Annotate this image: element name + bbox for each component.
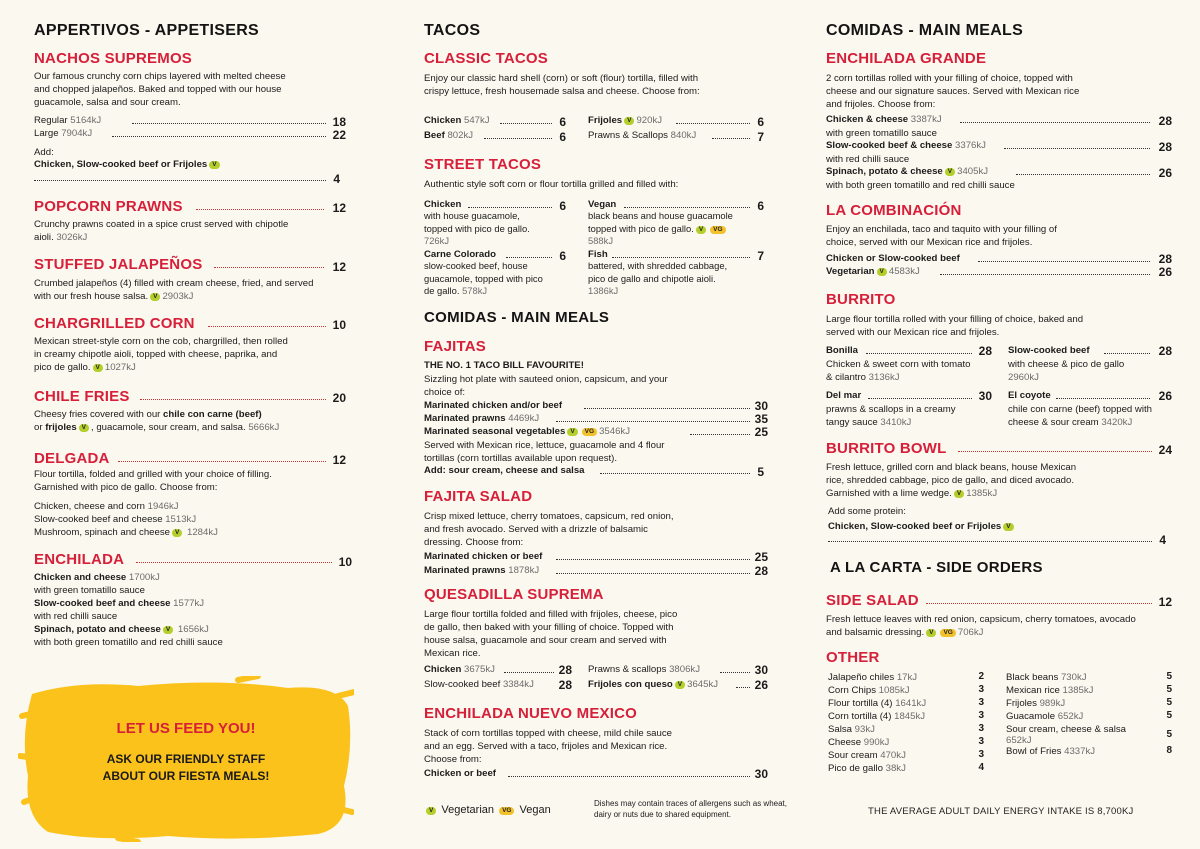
quesadilla-frijoles: Frijoles con queso	[588, 679, 673, 690]
kj-enchilada-3: 1656kJ	[177, 624, 209, 635]
add-label: Add:	[34, 147, 54, 158]
kj-corn: 1027kJ	[104, 362, 136, 373]
kj-large: 7904kJ	[61, 128, 93, 139]
price-street-fish: 7	[757, 249, 764, 263]
item-desc-fajita-salad: Crisp mixed lettuce, cherry tomatoes, capsicum, red onion, and fresh avocado. Served with a drizzle of balsamic dressing. Choose from:	[424, 511, 674, 548]
item-title-street-tacos: STREET TACOS	[424, 156, 542, 173]
fries-desc-2: or	[34, 422, 43, 433]
promo-line-1: ASK OUR FRIENDLY STAFF	[106, 752, 266, 766]
side-item-kj: 989kJ	[1039, 698, 1066, 709]
fajitas-opt-1: Marinated chicken and/or beef	[424, 400, 563, 411]
enchilada-opt-1-sub: with green tomatillo sauce	[34, 585, 145, 596]
side-item-label: Corn Chips	[828, 685, 876, 696]
section-title-tacos: TACOS	[424, 22, 481, 39]
kj-classic-frijoles: 920kJ	[636, 115, 663, 126]
street-vegan-desc: black beans and house guacamole topped with pico de gallo.	[588, 210, 733, 234]
price-delgada: 12	[332, 453, 346, 467]
grande-opt-1: Chicken & cheese	[826, 114, 909, 125]
item-title-jalapenos: STUFFED JALAPEÑOS	[34, 256, 203, 273]
kj-enchilada-1: 1700kJ	[128, 572, 160, 583]
price-grande-3: 26	[1158, 166, 1172, 180]
vegetarian-badge: V	[209, 161, 219, 169]
side-item-price: 3	[978, 710, 984, 721]
side-item-kj: 652kJ	[1057, 711, 1084, 722]
kj-fajitas-3: 3546kJ	[599, 426, 630, 437]
kj-jalapenos: 2903kJ	[162, 291, 194, 302]
grande-opt-3: Spinach, potato & cheese	[826, 166, 943, 177]
price-enchilada: 10	[338, 555, 352, 569]
side-item-name	[1006, 746, 1126, 757]
nuevo-opt-1: Chicken or beef	[424, 768, 496, 779]
price-street-chicken: 6	[559, 199, 566, 213]
enchilada-opt-1: Chicken and cheese	[34, 572, 127, 583]
bowl-add-label: Add some protein:	[828, 506, 906, 517]
kj-burrito-slow: 2960kJ	[1008, 372, 1039, 383]
side-item-label: Frijoles	[1006, 698, 1037, 709]
side-item-kj: 38kJ	[885, 763, 906, 774]
burrito-mar-desc: prawns & scallops in a creamy tangy sauce	[826, 404, 956, 428]
street-carne: Carne Colorado	[424, 249, 496, 260]
fajitas-opt-3: Marinated seasonal vegetables	[424, 426, 566, 437]
kj-regular: 5164kJ	[70, 115, 102, 126]
item-desc-burrito: Large flour tortilla rolled with your filling of choice, baked and served with our Mexican rice and frijoles.	[826, 314, 1084, 338]
side-item-name	[1006, 698, 1126, 709]
price-popcorn: 12	[332, 201, 346, 215]
classic-chicken: Chicken	[424, 115, 462, 126]
size-regular: Regular	[34, 115, 68, 126]
item-desc-fajitas: Sizzling hot plate with sauteed onion, capsicum, and your choice of:	[424, 374, 668, 398]
fries-desc-bold-2: frijoles	[45, 422, 77, 433]
vegetarian-badge: V	[696, 226, 706, 234]
price-fajitas-2: 35	[754, 412, 768, 426]
delgada-opt-2: Slow-cooked beef and cheese	[34, 514, 163, 525]
diet-legend	[424, 804, 551, 817]
kj-delgada-2: 1513kJ	[165, 514, 197, 525]
promo-banner	[18, 676, 354, 842]
kj-fajitas-2: 4469kJ	[508, 413, 540, 424]
item-desc-jalapenos: Crumbed jalapeños (4) filled with cream cheese, fried, and served with our fresh house salsa.	[34, 278, 314, 302]
item-title-burrito-bowl: BURRITO BOWL	[826, 440, 947, 457]
kj-enchilada-2: 1577kJ	[173, 598, 205, 609]
classic-prawns: Prawns & Scallops	[588, 130, 668, 141]
side-item-label: Flour tortilla (4)	[828, 698, 893, 709]
promo-title: LET US FEED YOU!	[116, 720, 256, 737]
enchilada-opt-2: Slow-cooked beef and cheese	[34, 598, 171, 609]
enchilada-opt-3: Spinach, potato and cheese	[34, 624, 161, 635]
vegetarian-badge: V	[954, 490, 964, 498]
street-carne-desc: slow-cooked beef, house guacamole, topped with pico de gallo.	[424, 260, 543, 296]
side-item-kj: 730kJ	[1060, 672, 1087, 683]
side-item-kj: 1641kJ	[895, 698, 927, 709]
side-item-name	[1006, 724, 1126, 746]
kj-delgada-3: 1284kJ	[187, 527, 218, 538]
price-quesadilla-chicken: 28	[558, 663, 572, 677]
price-side-salad: 12	[1158, 595, 1172, 609]
item-title-delgada: DELGADA	[34, 450, 110, 467]
fajitas-opt-2: Marinated prawns	[424, 413, 506, 424]
price-quesadilla-frijoles: 26	[754, 678, 768, 692]
kj-burrito-bonilla: 3136kJ	[868, 372, 900, 383]
grande-opt-2: Slow-cooked beef & cheese	[826, 140, 953, 151]
item-title-classic-tacos: CLASSIC TACOS	[424, 50, 548, 67]
item-desc-nuevo-mexico: Stack of corn tortillas topped with cheese, mild chile sauce and an egg. Served with a taco, frijoles and Mexican rice. Choose from:	[424, 728, 672, 765]
vegetarian-badge: V	[163, 626, 173, 634]
side-item-name	[1006, 685, 1126, 696]
item-title-enchilada-grande: ENCHILADA GRANDE	[826, 50, 987, 67]
kj-quesadilla-prawns: 3806kJ	[669, 664, 700, 675]
fajitas-add: Add: sour cream, cheese and salsa	[424, 465, 585, 476]
kj-street-fish: 1386kJ	[588, 285, 619, 296]
side-item-kj: 4337kJ	[1064, 746, 1096, 757]
kj-salad-2: 1878kJ	[508, 565, 540, 576]
price-classic-prawns: 7	[757, 130, 764, 144]
price-burrito-slow: 28	[1158, 344, 1172, 358]
side-item-name	[828, 711, 948, 722]
vegetarian-badge: V	[1003, 523, 1013, 531]
legend-vegan: Vegan	[519, 804, 551, 816]
kj-classic-prawns: 840kJ	[670, 130, 697, 141]
side-item-kj: 17kJ	[896, 672, 918, 683]
promo-line-2: ABOUT OUR FIESTA MEALS!	[102, 769, 270, 783]
kj-burrito-bowl: 1385kJ	[966, 488, 998, 499]
salad-opt-1: Marinated chicken or beef	[424, 551, 543, 562]
side-item-name	[828, 698, 948, 709]
side-item-label: Salsa	[828, 724, 852, 735]
allergen-note: Dishes may contain traces of allergens such as wheat, dairy or nuts due to shared equipment.	[594, 799, 787, 819]
kj-quesadilla-chicken: 3675kJ	[464, 664, 495, 675]
kj-delgada-1: 1946kJ	[147, 501, 179, 512]
item-desc-quesadilla: Large flour tortilla folded and filled with frijoles, cheese, pico de gallo, then baked with your filling of choice. Topped with house salsa, guacamole and sour cream and served with Mexican rice.	[424, 609, 678, 659]
combi-opt-2: Vegetarian	[826, 266, 875, 277]
item-desc-la-combinacion: Enjoy an enchilada, taco and taquito with your filling of choice, served with our Mexican rice and frijoles.	[826, 224, 1057, 248]
kj-fries: 5666kJ	[248, 422, 280, 433]
section-title-side-orders: A LA CARTA - SIDE ORDERS	[830, 559, 1043, 576]
enchilada-opt-3-sub: with both green tomatillo and red chilli sauce	[34, 637, 223, 648]
item-desc-popcorn: Crunchy prawns coated in a spice crust served with chipotle aioli.	[34, 219, 289, 243]
street-fish: Fish	[588, 249, 608, 260]
size-large: Large	[34, 128, 59, 139]
burrito-del-mar: Del mar	[826, 390, 862, 401]
section-title-appetisers: APPERTIVOS - APPETISERS	[34, 22, 260, 39]
fajitas-desc-2: Served with Mexican rice, lettuce, guacamole and 4 flour tortillas (corn tortillas available upon request).	[424, 440, 665, 464]
side-item-label: Guacamole	[1006, 711, 1056, 722]
item-title-quesadilla: QUESADILLA SUPREMA	[424, 586, 604, 603]
fries-desc-1: Cheesy fries covered with our	[34, 409, 161, 420]
energy-intake-note: THE AVERAGE ADULT DAILY ENERGY INTAKE IS 8,700KJ	[868, 806, 1134, 817]
price-street-vegan: 6	[757, 199, 764, 213]
side-item-price: 3	[978, 736, 984, 747]
classic-beef: Beef	[424, 130, 445, 141]
price-classic-frijoles: 6	[757, 115, 764, 129]
kj-grande-3: 3405kJ	[957, 166, 989, 177]
classic-frijoles: Frijoles	[588, 115, 623, 126]
fajitas-favourite: THE NO. 1 TACO BILL FAVOURITE!	[424, 360, 584, 371]
price-salad-2: 28	[754, 564, 768, 578]
item-title-la-combinacion: LA COMBINACIÓN	[826, 202, 962, 219]
side-item-kj: 93kJ	[854, 724, 875, 735]
kj-street-carne: 578kJ	[462, 285, 488, 296]
side-item-label: Bowl of Fries	[1006, 746, 1062, 757]
side-item-label: Black beans	[1006, 672, 1059, 683]
item-title-side-salad: SIDE SALAD	[826, 592, 919, 609]
kj-classic-chicken: 547kJ	[464, 115, 490, 126]
fries-desc-3: , guacamole, sour cream, and salsa.	[91, 422, 246, 433]
vegetarian-badge: V	[567, 428, 577, 436]
side-item-name	[1006, 711, 1126, 722]
item-desc-side-salad: Fresh lettuce leaves with red onion, capsicum, cherry tomatoes, avocado and balsamic dressing.	[826, 614, 1136, 638]
side-item-label: Pico de gallo	[828, 763, 883, 774]
price-fries: 20	[332, 391, 346, 405]
price-combi-2: 26	[1158, 265, 1172, 279]
kj-classic-beef: 802kJ	[447, 130, 474, 141]
quesadilla-chicken: Chicken	[424, 664, 462, 675]
grande-opt-1-sub: with green tomatillo sauce	[826, 128, 937, 139]
quesadilla-beef: Slow-cooked beef	[424, 679, 501, 690]
burrito-slow-desc: with cheese & pico de gallo	[1008, 359, 1125, 370]
vegetarian-badge: V	[624, 117, 634, 125]
price-combi-1: 28	[1158, 252, 1172, 266]
side-item-kj: 990kJ	[863, 737, 890, 748]
price-burrito-bowl: 24	[1158, 443, 1172, 457]
fries-desc-bold-1: chile con carne (beef)	[163, 409, 262, 420]
price-fajitas-3: 25	[754, 425, 768, 439]
price-large: 22	[332, 128, 346, 142]
price-fajitas-1: 30	[754, 399, 768, 413]
side-item-label: Jalapeño chiles	[828, 672, 895, 683]
kj-combi-2: 4583kJ	[888, 266, 920, 277]
price-nuevo-1: 30	[754, 767, 768, 781]
kj-street-vegan: 588kJ	[588, 235, 614, 246]
side-item-price: 3	[978, 684, 984, 695]
side-item-label: Sour cream	[828, 750, 878, 761]
price-classic-beef: 6	[559, 130, 566, 144]
side-item-price: 5	[1166, 671, 1172, 682]
section-title-main-meals: COMIDAS - MAIN MEALS	[826, 22, 1024, 39]
side-item-price: 3	[978, 723, 984, 734]
salad-opt-2: Marinated prawns	[424, 565, 506, 576]
item-desc-corn: Mexican street-style corn on the cob, chargrilled, then rolled in creamy chipotle aioli, topped with cheese, paprika, and pico de gallo.	[34, 336, 288, 373]
price-bowl-add: 4	[1159, 533, 1166, 547]
item-desc-street-tacos: Authentic style soft corn or flour tortilla grilled and filled with:	[424, 179, 679, 190]
side-item-price: 3	[978, 749, 984, 760]
burrito-bonilla: Bonilla	[826, 345, 858, 356]
vegetarian-badge: V	[79, 424, 89, 432]
side-item-price: 5	[1166, 684, 1172, 695]
side-item-kj: 1385kJ	[1062, 685, 1094, 696]
burrito-bonilla-desc: Chicken & sweet corn with tomato & cilantro	[826, 359, 971, 383]
price-burrito-coyote: 26	[1158, 389, 1172, 403]
side-item-kj: 1845kJ	[894, 711, 926, 722]
side-item-kj: 1085kJ	[878, 685, 910, 696]
side-item-label: Mexican rice	[1006, 685, 1060, 696]
add-options: Chicken, Slow-cooked beef or Frijoles	[34, 159, 208, 170]
vegan-badge: VG	[582, 428, 597, 436]
vegetarian-badge: V	[150, 293, 160, 301]
price-classic-chicken: 6	[559, 115, 566, 129]
item-title-popcorn: POPCORN PRAWNS	[34, 198, 183, 215]
vegetarian-badge: V	[877, 268, 887, 276]
side-item-price: 3	[978, 697, 984, 708]
enchilada-opt-2-sub: with red chilli sauce	[34, 611, 118, 622]
side-item-label: Corn tortilla (4)	[828, 711, 892, 722]
section-title-main-meals-2: COMIDAS - MAIN MEALS	[424, 309, 610, 326]
side-item-name	[828, 724, 948, 735]
kj-grande-2: 3376kJ	[955, 140, 986, 151]
street-vegan: Vegan	[588, 199, 617, 210]
price-burrito-bonilla: 28	[978, 344, 992, 358]
vegan-badge: VG	[710, 226, 725, 234]
grande-opt-2-sub: with red chilli sauce	[826, 154, 910, 165]
kj-quesadilla-beef: 3384kJ	[502, 679, 534, 690]
side-item-name	[1006, 672, 1126, 683]
price-fajitas-add: 5	[757, 465, 764, 479]
item-title-nachos: NACHOS SUPREMOS	[34, 50, 193, 67]
vegan-badge: VG	[940, 629, 955, 637]
delgada-opt-1: Chicken, cheese and corn	[34, 501, 145, 512]
item-title-fajitas: FAJITAS	[424, 338, 486, 355]
side-item-price: 4	[978, 762, 984, 773]
combi-opt-1: Chicken or Slow-cooked beef	[826, 253, 960, 264]
side-item-label: Cheese	[828, 737, 862, 748]
side-item-price: 5	[1166, 697, 1172, 708]
kj-side-salad: 706kJ	[957, 627, 984, 638]
burrito-coyote-desc: chile con carne (beef) topped with cheese & sour cream	[1008, 404, 1152, 428]
street-chicken-desc: with house guacamole, topped with pico de gallo.	[424, 210, 530, 234]
side-item-name	[828, 737, 948, 748]
price-quesadilla-beef: 28	[558, 678, 572, 692]
item-title-fajita-salad: FAJITA SALAD	[424, 488, 533, 505]
kj-burrito-coyote: 3420kJ	[1101, 417, 1133, 428]
side-item-name	[828, 672, 948, 683]
kj-street-chicken: 726kJ	[424, 235, 450, 246]
vegetarian-badge: V	[426, 807, 436, 815]
street-fish-desc: battered, with shredded cabbage, pico de gallo and chipotle aioli.	[588, 260, 728, 284]
item-title-corn: CHARGRILLED CORN	[34, 315, 195, 332]
item-title-nuevo-mexico: ENCHILADA NUEVO MEXICO	[424, 705, 638, 722]
burrito-el-coyote: El coyote	[1008, 390, 1051, 401]
price-salad-1: 25	[754, 550, 768, 564]
grande-opt-3-sub: with both green tomatillo and red chilli sauce	[826, 180, 1015, 191]
side-item-name	[828, 763, 948, 774]
price-grande-1: 28	[1158, 114, 1172, 128]
side-item-kj: 652kJ	[1006, 735, 1032, 746]
price-street-carne: 6	[559, 249, 566, 263]
burrito-slow-cooked: Slow-cooked beef	[1008, 345, 1090, 356]
item-title-fries: CHILE FRIES	[34, 388, 130, 405]
item-desc-nachos: Our famous crunchy corn chips layered with melted cheese and chopped jalapeños. Baked and topped with our house guacamole, salsa and sour cream.	[34, 71, 286, 108]
price-regular: 18	[332, 115, 346, 129]
kj-burrito-mar: 3410kJ	[880, 417, 912, 428]
side-item-price: 8	[1166, 745, 1172, 756]
side-item-name	[828, 685, 948, 696]
kj-popcorn: 3026kJ	[56, 232, 88, 243]
vegetarian-badge: V	[675, 681, 685, 689]
item-desc-enchilada-grande: 2 corn tortillas rolled with your filling of choice, topped with cheese and our signature sauces. Served with Mexican rice and frijoles. Choose from:	[826, 73, 1080, 110]
side-item-price: 5	[1166, 710, 1172, 721]
price-burrito-mar: 30	[978, 389, 992, 403]
side-item-price: 5	[1166, 729, 1172, 740]
item-desc-delgada: Flour tortilla, folded and grilled with your choice of filling. Garnished with pico de gallo. Choose from:	[34, 469, 272, 493]
street-chicken: Chicken	[424, 199, 462, 210]
side-item-label: Sour cream, cheese & salsa	[1006, 724, 1126, 735]
quesadilla-prawns: Prawns & scallops	[588, 664, 667, 675]
item-title-other: OTHER	[826, 649, 880, 666]
side-item-name	[828, 750, 948, 761]
price-jalapenos: 12	[332, 260, 346, 274]
price-add: 4	[333, 172, 340, 186]
price-corn: 10	[332, 318, 346, 332]
side-item-kj: 470kJ	[880, 750, 906, 761]
price-quesadilla-prawns: 30	[754, 663, 768, 677]
price-grande-2: 28	[1158, 140, 1172, 154]
delgada-opt-3: Mushroom, spinach and cheese	[34, 527, 170, 538]
kj-quesadilla-frijoles: 3645kJ	[687, 679, 719, 690]
item-title-burrito: BURRITO	[826, 291, 896, 308]
vegetarian-badge: V	[93, 364, 103, 372]
vegan-badge: VG	[499, 807, 514, 815]
vegetarian-badge: V	[926, 629, 936, 637]
legend-vegetarian: Vegetarian	[441, 804, 495, 816]
vegetarian-badge: V	[945, 168, 955, 176]
item-title-enchilada: ENCHILADA	[34, 551, 125, 568]
item-desc-burrito-bowl: Fresh lettuce, grilled corn and black beans, house Mexican rice, shredded cabbage, pico de gallo, and diced avocado. Garnished with a lime wedge.	[826, 462, 1077, 499]
bowl-add-options: Chicken, Slow-cooked beef or Frijoles	[828, 521, 1002, 532]
side-item-price: 2	[978, 671, 984, 682]
vegetarian-badge: V	[172, 529, 182, 537]
item-desc-classic-tacos: Enjoy our classic hard shell (corn) or soft (flour) tortilla, filled with crispy lettuce, fresh housemade salsa and cheese. Choose from:	[424, 73, 700, 97]
kj-grande-1: 3387kJ	[910, 114, 942, 125]
